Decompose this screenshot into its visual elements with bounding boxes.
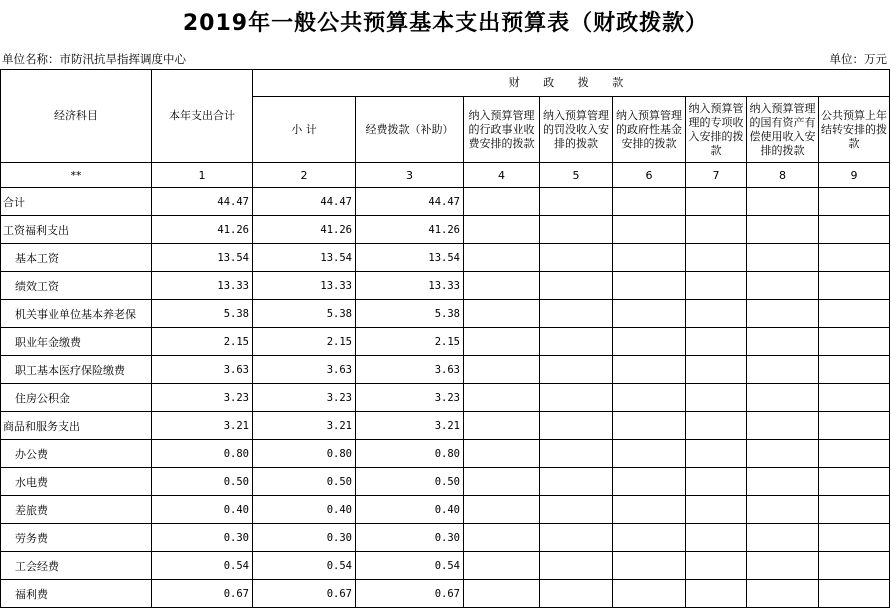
row-empty-cell [464,496,540,524]
row-empty-cell [747,384,819,412]
row-empty-cell [819,328,890,356]
row-subtotal: 0.54 [253,552,356,580]
row-total: 5.38 [152,300,253,328]
row-subject: 机关事业单位基本养老保 [1,300,152,328]
row-empty-cell [819,188,890,216]
row-total: 3.23 [152,384,253,412]
row-empty-cell [464,440,540,468]
row-funding: 3.21 [356,412,464,440]
header-total: 本年支出合计 [152,70,253,163]
row-empty-cell [686,356,747,384]
row-funding: 5.38 [356,300,464,328]
row-empty-cell [819,300,890,328]
row-subject: 基本工资 [1,244,152,272]
row-empty-cell [613,552,686,580]
row-empty-cell [540,412,613,440]
row-empty-cell [613,524,686,552]
row-funding: 44.47 [356,188,464,216]
row-empty-cell [540,188,613,216]
row-subject: 合计 [1,188,152,216]
row-empty-cell [464,580,540,608]
row-funding: 0.50 [356,468,464,496]
table-row [1,524,890,552]
row-empty-cell [464,356,540,384]
row-empty-cell [540,384,613,412]
row-funding: 0.40 [356,496,464,524]
col-number: 6 [613,163,686,188]
row-empty-cell [613,496,686,524]
row-subtotal: 0.67 [253,580,356,608]
row-empty-cell [747,188,819,216]
row-empty-cell [819,440,890,468]
row-subtotal: 41.26 [253,216,356,244]
row-empty-cell [686,580,747,608]
row-empty-cell [540,496,613,524]
row-empty-cell [540,552,613,580]
col-number: 9 [819,163,890,188]
row-subject: 工会经费 [1,552,152,580]
unit-label: 单位：万元 [829,52,887,66]
row-subtotal: 5.38 [253,300,356,328]
row-empty-cell [686,188,747,216]
row-empty-cell [747,412,819,440]
col-number: 1 [152,163,253,188]
row-subtotal: 3.21 [253,412,356,440]
row-empty-cell [613,328,686,356]
row-funding: 0.54 [356,552,464,580]
row-subject: 福利费 [1,580,152,608]
table-row [1,384,890,412]
col-number: 7 [686,163,747,188]
row-empty-cell [613,272,686,300]
row-total: 0.40 [152,496,253,524]
row-empty-cell [540,580,613,608]
row-empty-cell [747,468,819,496]
row-total: 13.33 [152,272,253,300]
row-empty-cell [464,552,540,580]
row-empty-cell [613,300,686,328]
row-empty-cell [686,496,747,524]
row-funding: 13.33 [356,272,464,300]
row-total: 3.21 [152,412,253,440]
row-subtotal: 13.33 [253,272,356,300]
row-empty-cell [540,356,613,384]
row-empty-cell [686,244,747,272]
table-row [1,468,890,496]
row-subject: 办公费 [1,440,152,468]
row-empty-cell [747,580,819,608]
row-funding: 0.67 [356,580,464,608]
row-empty-cell [747,300,819,328]
row-empty-cell [819,356,890,384]
row-empty-cell [747,244,819,272]
table-row [1,244,890,272]
row-subject: 职业年金缴费 [1,328,152,356]
col-number: 3 [356,163,464,188]
budget-table [0,69,890,608]
row-total: 41.26 [152,216,253,244]
table-row [1,552,890,580]
row-empty-cell [613,216,686,244]
row-funding: 2.15 [356,328,464,356]
table-row [1,188,890,216]
row-total: 0.80 [152,440,253,468]
row-empty-cell [819,468,890,496]
row-empty-cell [747,272,819,300]
row-subject: 职工基本医疗保险缴费 [1,356,152,384]
row-empty-cell [747,328,819,356]
table-row [1,356,890,384]
row-empty-cell [747,524,819,552]
row-total: 0.54 [152,552,253,580]
row-empty-cell [613,188,686,216]
row-empty-cell [540,524,613,552]
row-empty-cell [686,468,747,496]
row-subtotal: 0.50 [253,468,356,496]
col-number: 5 [540,163,613,188]
header-admin-fees: 纳入预算管理的行政事业收费安排的拨款 [464,97,540,163]
row-empty-cell [464,328,540,356]
row-empty-cell [686,384,747,412]
header-gov-fund: 纳入预算管理的政府性基金安排的拨款 [613,97,686,163]
row-subtotal: 3.23 [253,384,356,412]
row-subject: 绩效工资 [1,272,152,300]
row-subject: 工资福利支出 [1,216,152,244]
row-empty-cell [464,188,540,216]
row-subject: 水电费 [1,468,152,496]
row-subtotal: 0.40 [253,496,356,524]
row-empty-cell [464,524,540,552]
table-row [1,580,890,608]
row-total: 3.63 [152,356,253,384]
row-total: 44.47 [152,188,253,216]
row-subject: 住房公积金 [1,384,152,412]
row-empty-cell [747,356,819,384]
row-total: 0.30 [152,524,253,552]
row-subtotal: 0.30 [253,524,356,552]
row-empty-cell [686,524,747,552]
col-number: 8 [747,163,819,188]
row-empty-cell [464,468,540,496]
row-subject: 劳务费 [1,524,152,552]
row-empty-cell [819,552,890,580]
row-funding: 0.80 [356,440,464,468]
row-empty-cell [819,580,890,608]
row-empty-cell [540,440,613,468]
table-row [1,496,890,524]
table-row [1,328,890,356]
row-empty-cell [819,244,890,272]
row-empty-cell [613,580,686,608]
row-subtotal: 13.54 [253,244,356,272]
row-empty-cell [747,496,819,524]
header-economic-subject: 经济科目 [1,70,152,163]
row-funding: 13.54 [356,244,464,272]
header-state-assets: 纳入预算管理的国有资产有偿使用收入安排的拨款 [747,97,819,163]
row-empty-cell [464,300,540,328]
row-empty-cell [819,496,890,524]
row-empty-cell [540,244,613,272]
col-number: 4 [464,163,540,188]
row-empty-cell [686,328,747,356]
row-empty-cell [613,412,686,440]
row-subject: 差旅费 [1,496,152,524]
row-empty-cell [686,216,747,244]
row-funding: 41.26 [356,216,464,244]
row-empty-cell [464,216,540,244]
row-empty-cell [819,384,890,412]
row-total: 0.50 [152,468,253,496]
row-empty-cell [686,272,747,300]
row-empty-cell [540,328,613,356]
table-row [1,412,890,440]
header-subtotal: 小 计 [253,97,356,163]
header-fines: 纳入预算管理的罚没收入安排的拨款 [540,97,613,163]
row-empty-cell [540,468,613,496]
table-row [1,272,890,300]
row-empty-cell [747,216,819,244]
row-empty-cell [540,216,613,244]
row-empty-cell [819,412,890,440]
row-total: 0.67 [152,580,253,608]
row-funding: 3.63 [356,356,464,384]
row-subtotal: 44.47 [253,188,356,216]
row-empty-cell [613,384,686,412]
col-number: 2 [253,163,356,188]
table-row [1,440,890,468]
row-empty-cell [540,300,613,328]
row-empty-cell [819,524,890,552]
header-fiscal-group: 财 政 拨 款 [253,70,890,97]
row-total: 2.15 [152,328,253,356]
row-empty-cell [613,244,686,272]
table-row [1,216,890,244]
unit-name-label: 单位名称：市防汛抗旱指挥调度中心 [2,52,186,66]
row-empty-cell [686,552,747,580]
row-subject: 商品和服务支出 [1,412,152,440]
row-empty-cell [464,384,540,412]
row-funding: 3.23 [356,384,464,412]
row-subtotal: 0.80 [253,440,356,468]
row-total: 13.54 [152,244,253,272]
header-carryover: 公共预算上年结转安排的拨款 [819,97,890,163]
col-number: ** [1,163,152,188]
row-empty-cell [686,300,747,328]
column-number-row [1,163,890,188]
row-empty-cell [613,468,686,496]
row-empty-cell [686,440,747,468]
table-row [1,300,890,328]
row-empty-cell [613,440,686,468]
page-title: 2019年一般公共预算基本支出预算表（财政拨款） [182,11,709,36]
row-empty-cell [819,216,890,244]
row-subtotal: 3.63 [253,356,356,384]
row-empty-cell [464,244,540,272]
row-empty-cell [747,440,819,468]
row-empty-cell [464,412,540,440]
header-funding: 经费拨款（补助） [356,97,464,163]
row-empty-cell [819,272,890,300]
row-empty-cell [686,412,747,440]
row-funding: 0.30 [356,524,464,552]
row-empty-cell [464,272,540,300]
row-empty-cell [747,552,819,580]
row-empty-cell [613,356,686,384]
row-empty-cell [540,272,613,300]
header-special-income: 纳入预算管理的专项收入安排的拨款 [686,97,747,163]
row-subtotal: 2.15 [253,328,356,356]
